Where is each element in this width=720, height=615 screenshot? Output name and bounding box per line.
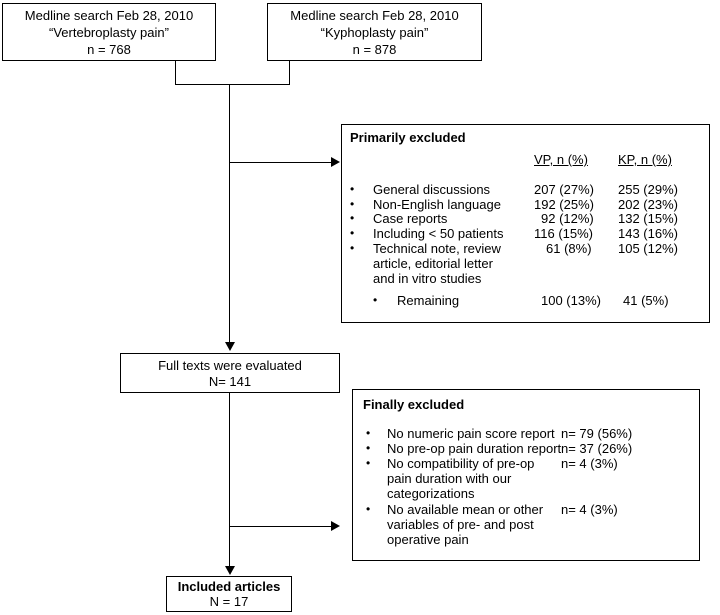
final-row-label-line: variables of pre- and post bbox=[387, 517, 534, 532]
row-kp-value: 132 (15%) bbox=[618, 211, 678, 226]
row-label: General discussions bbox=[373, 182, 491, 197]
connector-merge bbox=[175, 84, 290, 85]
row-vp-value: 92 (12%) bbox=[541, 211, 594, 226]
connector-kp-down bbox=[289, 61, 290, 85]
remaining-kp-value: 41 (5%) bbox=[623, 293, 669, 308]
row-vp-value: 61 (8%) bbox=[546, 241, 592, 256]
main-flow-line-2 bbox=[229, 393, 230, 567]
bullet-icon: • bbox=[350, 241, 355, 255]
row-label: Non-English language bbox=[373, 197, 501, 212]
arrow-to-primary-excluded bbox=[331, 157, 340, 167]
bullet-icon: • bbox=[350, 211, 355, 225]
arrow-to-included bbox=[225, 566, 235, 575]
full-texts-box bbox=[120, 353, 340, 393]
row-kp-value: 202 (23%) bbox=[618, 197, 678, 212]
col-header-kp: KP, n (%) bbox=[618, 152, 672, 167]
main-flow-line-1 bbox=[229, 84, 230, 344]
col-header-vp: VP, n (%) bbox=[534, 152, 588, 167]
connector-vp-down bbox=[175, 61, 176, 85]
bullet-icon: • bbox=[350, 197, 355, 211]
final-row-label-line: No compatibility of pre-op bbox=[387, 456, 535, 471]
search-kp-line1: Medline search Feb 28, 2010 bbox=[290, 8, 459, 23]
row-label-line: and in vitro studies bbox=[373, 271, 482, 286]
final-row-value: n= 4 (3%) bbox=[561, 456, 618, 471]
bullet-icon: • bbox=[350, 226, 355, 240]
search-box-vertebroplasty bbox=[2, 3, 216, 61]
row-label-line: Technical note, review bbox=[373, 241, 501, 256]
search-kp-line2: “Kyphoplasty pain” bbox=[320, 25, 429, 40]
primarily-excluded-box bbox=[341, 124, 710, 323]
primary-excluded-title: Primarily excluded bbox=[350, 130, 466, 145]
branch-line-primary bbox=[229, 162, 331, 163]
row-kp-value: 105 (12%) bbox=[618, 241, 678, 256]
search-vp-count: n = 768 bbox=[87, 42, 131, 57]
included-count: N = 17 bbox=[209, 594, 249, 609]
final-row-label-line: categorizations bbox=[387, 486, 475, 501]
row-label: Case reports bbox=[373, 211, 448, 226]
full-texts-count: N= 141 bbox=[208, 374, 252, 389]
remaining-label: Remaining bbox=[397, 293, 460, 308]
included-articles-box bbox=[166, 576, 292, 612]
final-row-label-line: No available mean or other bbox=[387, 502, 544, 517]
bullet-icon: • bbox=[366, 456, 371, 470]
final-row-value: n= 79 (56%) bbox=[561, 426, 633, 441]
row-kp-value: 255 (29%) bbox=[618, 182, 678, 197]
final-row-label: No numeric pain score report bbox=[387, 426, 555, 441]
search-box-kyphoplasty bbox=[267, 3, 482, 61]
row-kp-value: 143 (16%) bbox=[618, 226, 678, 241]
final-row-label-line: operative pain bbox=[387, 532, 469, 547]
remaining-vp-value: 100 (13%) bbox=[541, 293, 601, 308]
final-row-label: No pre-op pain duration report bbox=[387, 441, 562, 456]
row-vp-value: 207 (27%) bbox=[534, 182, 594, 197]
row-vp-value: 192 (25%) bbox=[534, 197, 594, 212]
branch-line-final bbox=[229, 526, 331, 527]
search-vp-line1: Medline search Feb 28, 2010 bbox=[24, 8, 194, 23]
final-row-value: n= 4 (3%) bbox=[561, 502, 618, 517]
row-label-line: article, editorial letter bbox=[373, 256, 493, 271]
bullet-icon: • bbox=[366, 502, 371, 516]
row-label: Including < 50 patients bbox=[373, 226, 504, 241]
arrow-to-final-excluded bbox=[331, 521, 340, 531]
bullet-icon: • bbox=[366, 426, 371, 440]
search-kp-count: n = 878 bbox=[352, 42, 397, 57]
search-vp-line2: “Vertebroplasty pain” bbox=[49, 25, 169, 40]
included-title: Included articles bbox=[177, 579, 281, 594]
bullet-icon: • bbox=[350, 182, 355, 196]
final-row-label-line: pain duration with our bbox=[387, 471, 512, 486]
bullet-icon: • bbox=[366, 441, 371, 455]
row-vp-value: 116 (15%) bbox=[534, 226, 594, 241]
bullet-icon: • bbox=[373, 293, 378, 307]
arrow-to-full-texts bbox=[225, 342, 235, 351]
finally-excluded-box bbox=[352, 389, 700, 561]
full-texts-line1: Full texts were evaluated bbox=[158, 358, 302, 373]
final-row-value: n= 37 (26%) bbox=[561, 441, 633, 456]
final-excluded-title: Finally excluded bbox=[363, 397, 465, 412]
